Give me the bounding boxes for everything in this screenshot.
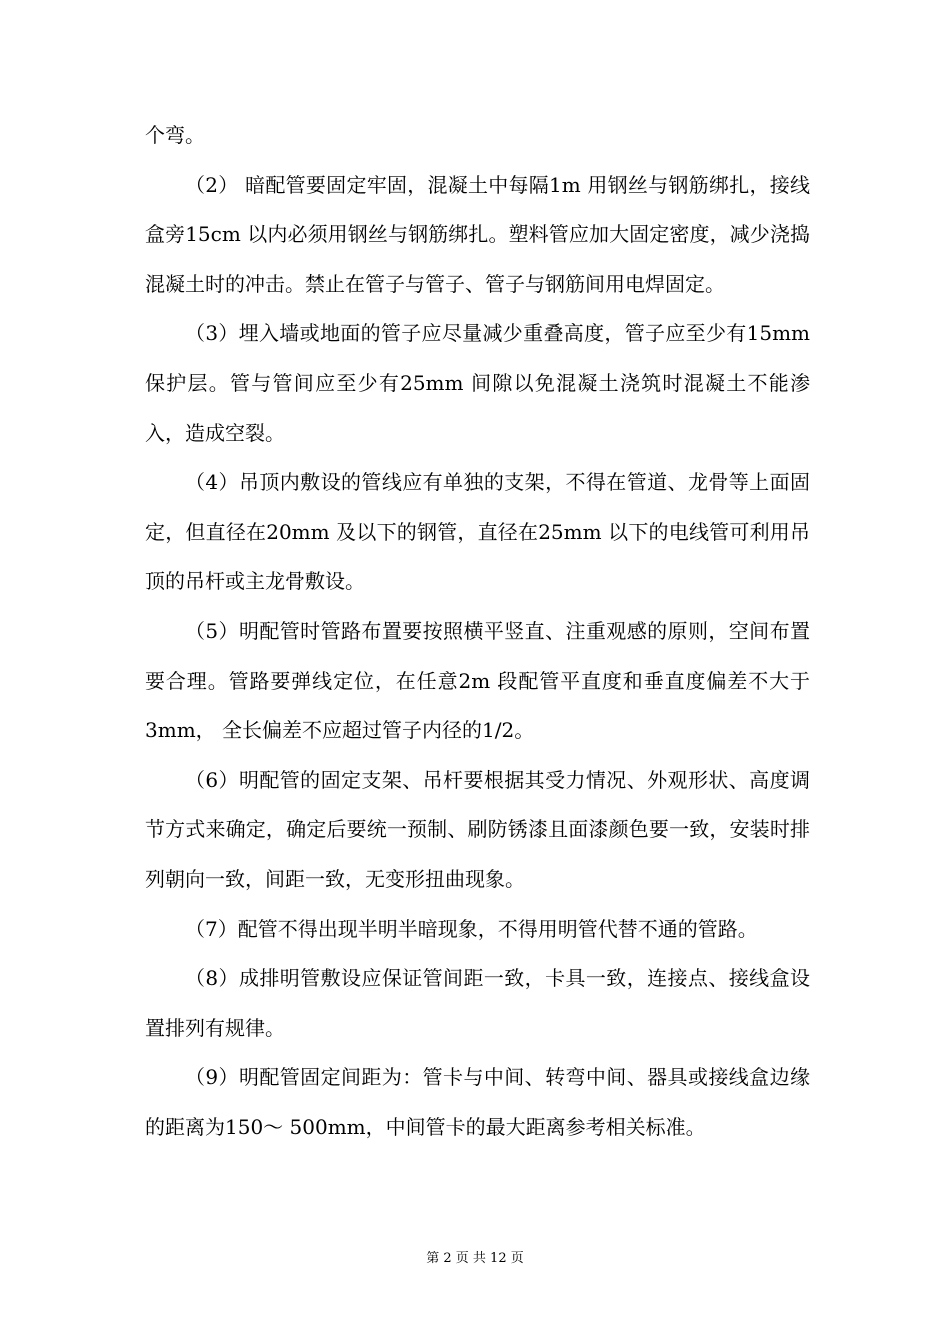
paragraph-item-8: （8）成排明管敷设应保证管间距一致，卡具一致，连接点、接线盒设置排列有规律。 xyxy=(145,966,810,1040)
paragraph-item-4: （4）吊顶内敷设的管线应有单独的支架，不得在管道、龙骨等上面固定，但直径在20mm 及以下的钢管，直径在25mm 以下的电线管可利用吊顶的吊杆或主龙骨敷设。 xyxy=(145,470,810,594)
paragraph-item-6: （6）明配管的固定支架、吊杆要根据其受力情况、外观形状、高度调节方式来确定，确定后要统一预制、刷防锈漆且面漆颜色要一致，安装时排列朝向一致，间距一致，无变形扭曲现象。 xyxy=(145,767,810,891)
paragraph-item-7: （7）配管不得出现半明半暗现象，不得用明管代替不通的管路。 xyxy=(185,916,758,941)
document-body xyxy=(145,111,810,1152)
paragraph-continuation: 个弯。 xyxy=(145,123,205,147)
paragraph-item-2: （2） 暗配管要固定牢固，混凝土中每隔1m 用钢丝与钢筋绑扎，接线盒旁15cm 以内必须用钢丝与钢筋绑扎。塑料管应加大固定密度，减少浇捣混凝土时的冲击。禁止在管子与管子、管子与钢筋间用电焊固定。 xyxy=(145,172,810,296)
paragraph-item-9: （9）明配管固定间距为：管卡与中间、转弯中间、器具或接线盒边缘的距离为150～ 500mm，中间管卡的最大距离参考相关标准。 xyxy=(145,1065,810,1139)
paragraph-item-3: （3）埋入墙或地面的管子应尽量减少重叠高度，管子应至少有15mm 保护层。管与管间应至少有25mm 间隙以免混凝土浇筑时混凝土不能渗入，造成空裂。 xyxy=(145,321,810,445)
page-footer: 第 2 页 共 12 页 xyxy=(426,1251,524,1266)
paragraph-item-5: （5）明配管时管路布置要按照横平竖直、注重观感的原则，空间布置要合理。管路要弹线定位，在任意2m 段配管平直度和垂直度偏差不大于3mm， 全长偏差不应超过管子内径的1/2。 xyxy=(145,618,810,743)
